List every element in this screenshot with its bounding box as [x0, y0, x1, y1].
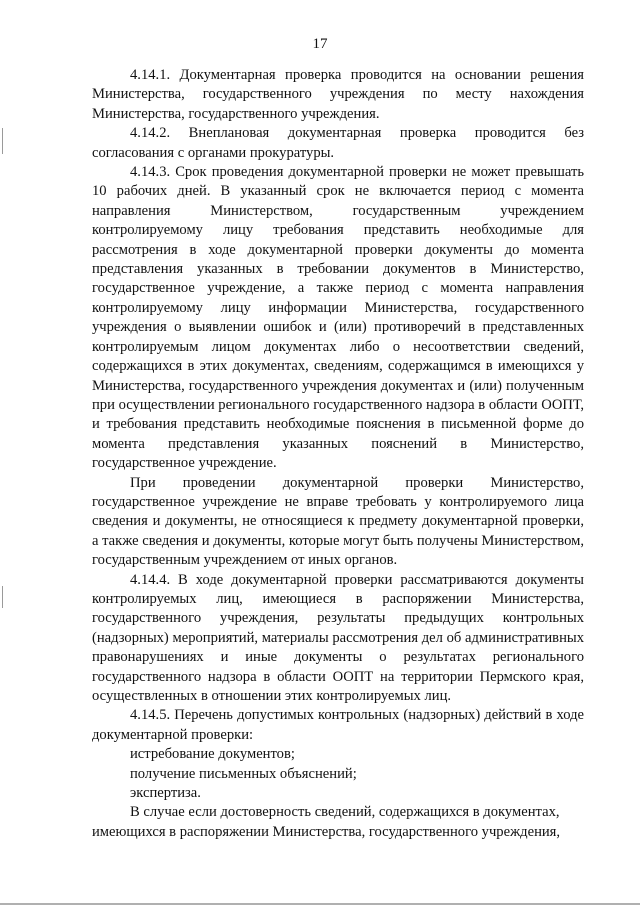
paragraph-4-14-3: 4.14.3. Срок проведения документарной проверки не может превышать 10 рабочих дней. В указанный срок не включается период с момента направления Министерством, государственным учреждением контролируемому лицу требования представить необходимые для рассмотрения в ходе документарной проверки документы до момента представления указанных в требовании документов в Министерство, государственное учреждение, а также период с момента направления контролируемому лицу информации Министерства, государственного учреждения о выявлении ошибок и (или) противоречий в представленных контролируемым лицом документах либо о несоответствии сведений, содержащихся в этих документах, сведениям, содержащимся в имеющихся у Министерства, государственного учреждения документах и (или) полученным при осуществлении регионального государственного надзора в области ООПТ, и требования представить необходимые пояснения в письменной форме до момента представления указанных пояснений в Министерство, государственное учреждение.: [92, 164, 584, 472]
paragraph-4-14-4: 4.14.4. В ходе документарной проверки рассматриваются документы контролируемых лиц, имеющиеся в распоряжении Министерства, государственного учреждения, результаты предыдущих контрольных (надзорных) мероприятий, материалы рассмотрения дел об административных правонарушениях и иные документы о результатах регионального государственного надзора в области ООПТ на территории Пермского края, осуществленных в отношении этих контролируемых лиц.: [92, 571, 584, 704]
paragraph-4-14-1: 4.14.1. Документарная проверка проводится на основании решения Министерства, государственного учреждения по месту нахождения Министерства, государственного учреждения.: [92, 67, 584, 122]
list-item: истребование документов;: [130, 746, 295, 763]
paragraph-closing: В случае если достоверность сведений, содержащихся в документах, имеющихся в распоряжении Министерства, государственного учреждения,: [92, 804, 561, 840]
scan-edge-mark: [2, 586, 3, 608]
list-item: получение письменных объяснений;: [130, 765, 357, 782]
paragraph-4-14-2: 4.14.2. Внеплановая документарная проверка проводится без согласования с органами прокуратуры.: [92, 125, 584, 161]
scan-edge-mark: [2, 128, 3, 154]
paragraph-4-14-5: 4.14.5. Перечень допустимых контрольных (надзорных) действий в ходе документарной проверки:: [92, 707, 584, 743]
document-body: [92, 66, 584, 842]
page-number: 17: [312, 36, 328, 52]
list-item: экспертиза.: [130, 785, 201, 802]
paragraph-restriction: При проведении документарной проверки Министерство, государственное учреждение не вправе требовать у контролируемого лица сведения и документы, не относящиеся к предмету документарной проверки, а также сведения и документы, которые могут быть получены Министерством, государственным учреждением от иных органов.: [92, 474, 584, 569]
